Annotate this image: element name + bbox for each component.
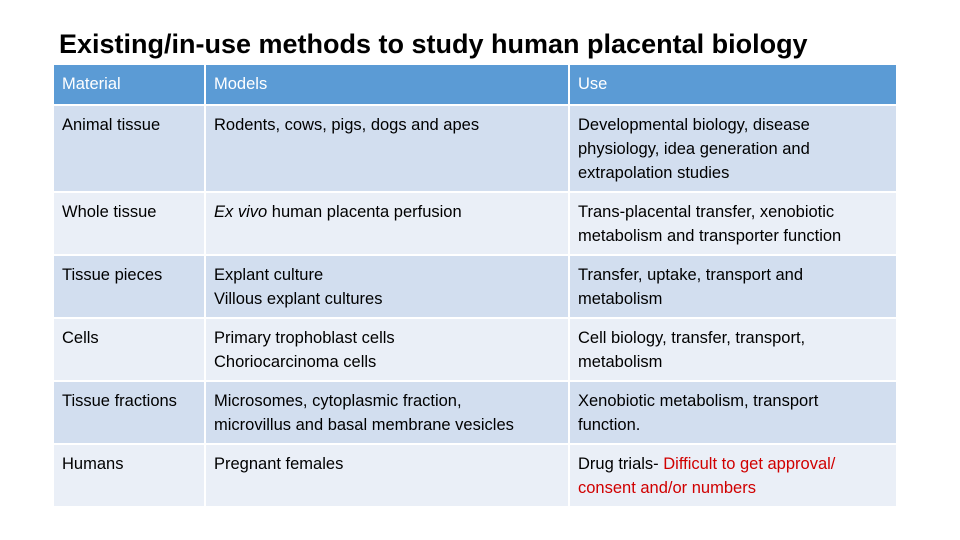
models-cell [205,105,569,192]
models-line: Villous explant cultures [214,290,383,308]
models-italic-text: Ex vivo [214,203,268,221]
table-row [53,381,897,444]
use-prefix-text: Drug trials- [578,455,664,473]
models-line: Explant culture [214,266,324,284]
warning-text: consent and/or numbers [578,479,756,497]
models-cell [205,255,569,318]
table-row [53,444,897,507]
table-row [53,192,897,255]
use-line: Developmental biology, disease [578,116,810,134]
table-header-row [53,64,897,105]
header-use: Use [569,64,897,105]
warning-text: Difficult to get approval/ [663,455,836,473]
material-cell: Cells [53,318,205,381]
header-models: Models [205,64,569,105]
material-cell: Animal tissue [53,105,205,192]
use-line [578,452,888,476]
use-line: Transfer, uptake, transport and [578,266,804,284]
material-cell: Tissue pieces [53,255,205,318]
table-row [53,255,897,318]
models-line: microvillus and basal membrane vesicles [214,416,514,434]
use-line: Trans-placental transfer, xenobiotic [578,203,835,221]
use-cell [569,444,897,507]
material-cell: Humans [53,444,205,507]
models-line: Choriocarcinoma cells [214,353,377,371]
use-cell [569,192,897,255]
use-cell [569,318,897,381]
page-title: Existing/in-use methods to study human placental biology [59,29,808,59]
use-line: Xenobiotic metabolism, transport [578,392,819,410]
header-material: Material [53,64,205,105]
material-cell: Tissue fractions [53,381,205,444]
use-line: physiology, idea generation and [578,140,810,158]
models-cell [205,318,569,381]
use-line: function. [578,416,641,434]
use-line: metabolism [578,290,663,308]
models-line: Rodents, cows, pigs, dogs and apes [214,116,480,134]
models-line: Microsomes, cytoplasmic fraction, [214,392,462,410]
use-cell [569,381,897,444]
models-line: Pregnant females [214,455,344,473]
table-row [53,105,897,192]
use-line: extrapolation studies [578,164,730,182]
table-row [53,318,897,381]
models-text: human placenta perfusion [267,203,462,221]
use-line: Cell biology, transfer, transport, [578,329,806,347]
models-cell [205,192,569,255]
use-line: metabolism and transporter function [578,227,842,245]
models-line [214,200,560,224]
use-cell [569,255,897,318]
models-line: Primary trophoblast cells [214,329,395,347]
use-cell [569,105,897,192]
models-cell [205,444,569,507]
methods-table [52,63,898,508]
material-cell: Whole tissue [53,192,205,255]
use-line: metabolism [578,353,663,371]
models-cell [205,381,569,444]
